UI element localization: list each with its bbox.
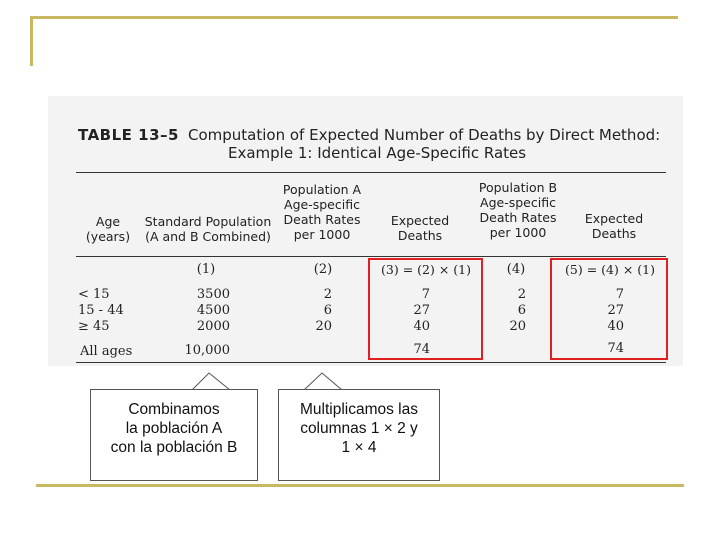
header-rates-a-line2: Age-specific	[284, 197, 360, 212]
col-number-3: (3) = (2) × (1)	[381, 262, 471, 277]
total-exp-a: 74	[413, 342, 430, 357]
row-exp-b: 7	[615, 287, 624, 302]
col-number-2: (2)	[313, 262, 333, 277]
row-age: 15 - 44	[78, 303, 124, 318]
header-expected-a-line1: Expected	[390, 213, 450, 228]
header-expected-b-line1: Expected	[584, 211, 644, 226]
header-rates-b-line2: Age-specific	[480, 195, 556, 210]
callout-right	[278, 389, 440, 481]
col-number-4: (4)	[506, 262, 526, 277]
header-age-line1: Age	[95, 214, 121, 229]
row-rate-a: 6	[323, 303, 332, 318]
table-label: TABLE 13–5	[78, 126, 179, 144]
total-age: All ages	[80, 344, 133, 359]
callout-right-pointer	[304, 373, 342, 390]
row-exp-a: 27	[413, 303, 430, 318]
row-age: ≥ 45	[78, 319, 110, 334]
callout-left-line3: con la población B	[110, 439, 238, 456]
row-exp-a: 7	[421, 287, 430, 302]
table-subtitle: Example 1: Identical Age-Specific Rates	[228, 144, 527, 162]
row-rate-a: 2	[323, 287, 332, 302]
row-exp-b: 40	[607, 319, 624, 334]
header-rates-a-line1: Population A	[282, 182, 362, 197]
header-rates-b-line3: Death Rates	[479, 210, 557, 225]
callout-left	[90, 389, 258, 481]
col-number-5: (5) = (4) × (1)	[565, 262, 655, 277]
callout-right-line1: Multiplicamos las	[299, 401, 418, 418]
row-rate-b: 2	[517, 287, 526, 302]
table-title-text: Computation of Expected Number of Deaths by Direct Method:	[188, 126, 661, 144]
row-rate-b: 6	[517, 303, 526, 318]
header-standard-line1: Standard Population	[144, 214, 272, 229]
row-std: 2000	[196, 319, 230, 334]
row-age: < 15	[78, 287, 110, 302]
header-age-line2: (years)	[85, 229, 131, 244]
header-rates-b-line4: per 1000	[489, 225, 547, 240]
col-number-1: (1)	[196, 262, 216, 277]
row-std: 4500	[196, 303, 230, 318]
row-exp-a: 40	[413, 319, 430, 334]
row-std: 3500	[196, 287, 230, 302]
row-exp-b: 27	[607, 303, 624, 318]
total-std: 10,000	[184, 343, 230, 358]
callout-right-line3: 1 × 4	[341, 439, 377, 456]
row-rate-b: 20	[509, 319, 526, 334]
total-exp-b: 74	[607, 341, 624, 356]
header-standard-line2: (A and B Combined)	[145, 229, 271, 244]
row-rate-a: 20	[315, 319, 332, 334]
header-expected-a-line2: Deaths	[397, 228, 443, 243]
header-rates-a-line4: per 1000	[293, 227, 351, 242]
callout-left-line2: la población A	[125, 420, 223, 437]
header-expected-b-line2: Deaths	[591, 226, 637, 241]
callout-right-line2: columnas 1 × 2 y	[300, 420, 418, 437]
header-rates-b-line1: Population B	[478, 180, 558, 195]
callout-left-line1: Combinamos	[128, 401, 220, 418]
callout-left-pointer	[192, 373, 230, 390]
header-rates-a-line3: Death Rates	[283, 212, 361, 227]
